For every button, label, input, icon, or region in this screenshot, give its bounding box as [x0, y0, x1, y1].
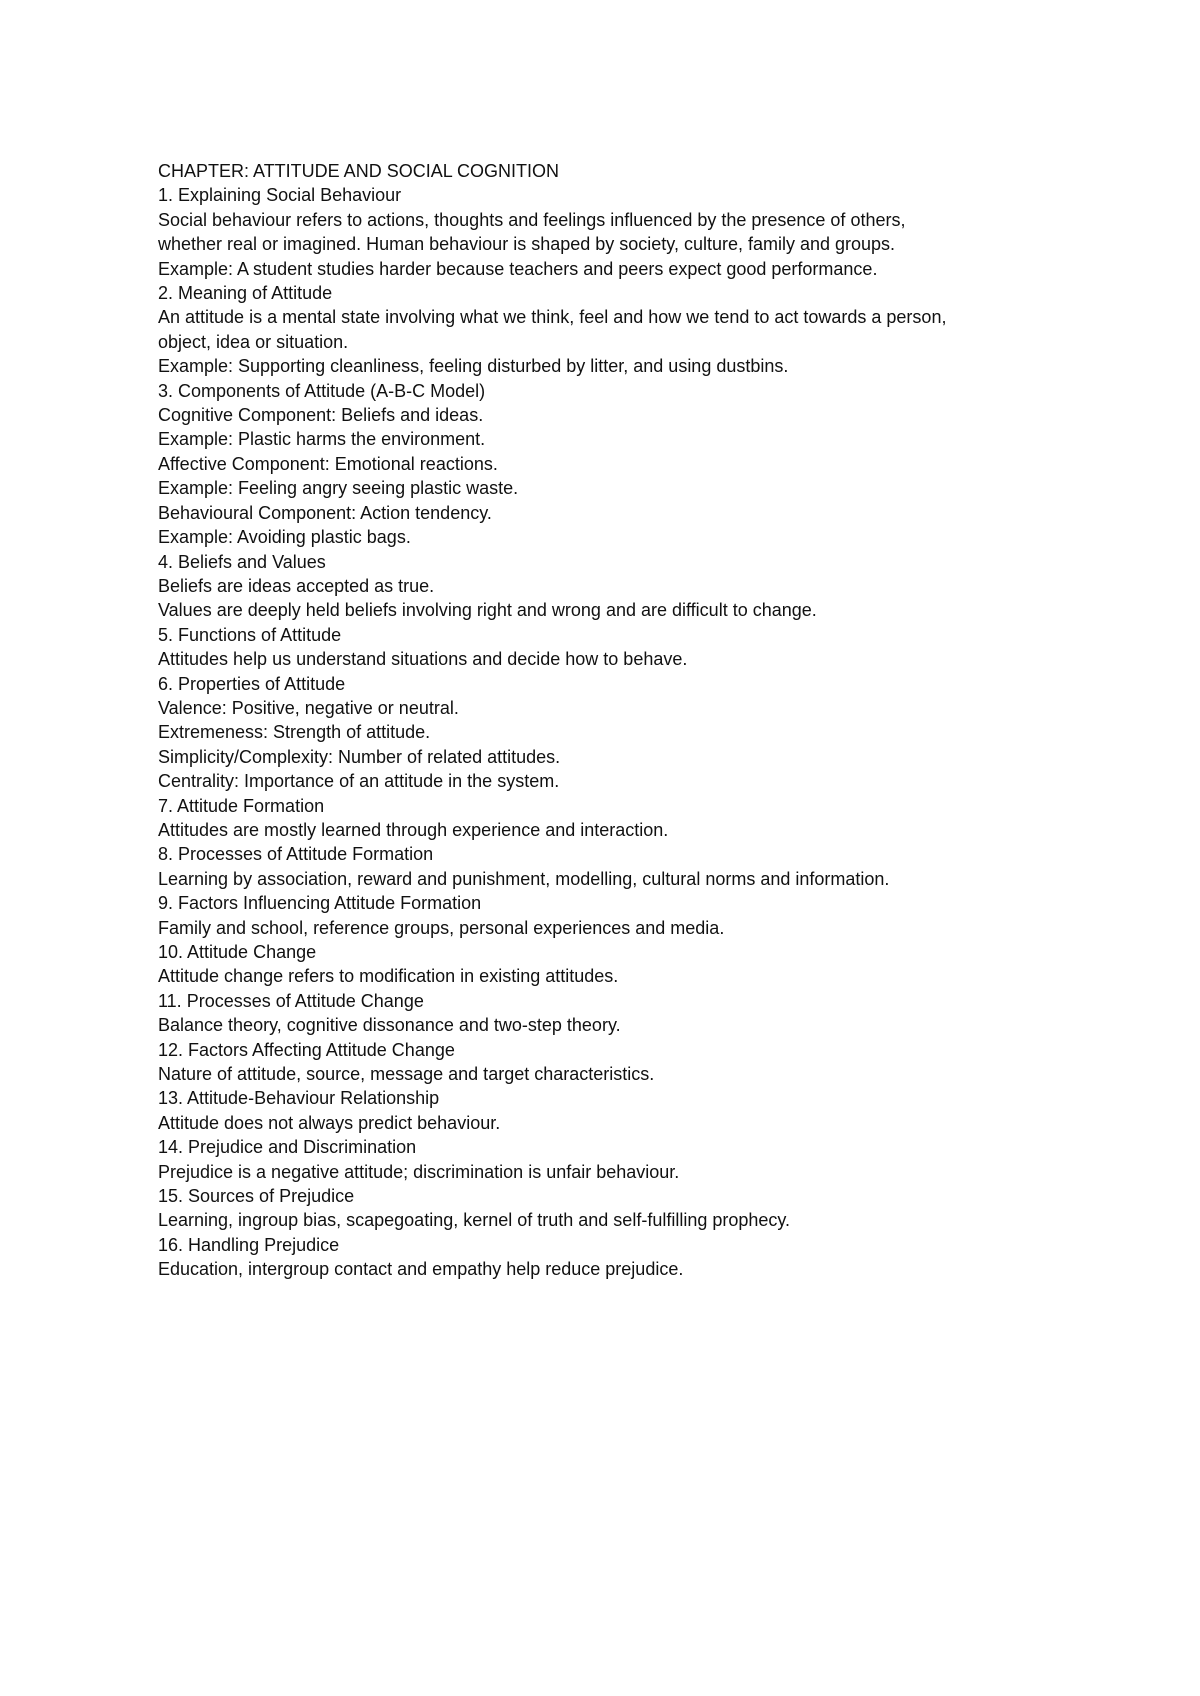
text-line: Learning, ingroup bias, scapegoating, kernel of truth and self-fulfilling prophecy.: [158, 1210, 791, 1231]
heading-meaning-of-attitude: 2. Meaning of Attitude: [158, 283, 333, 304]
example-line: Example: A student studies harder because teachers and peers expect good performance.: [158, 258, 878, 279]
text-line: Extremeness: Strength of attitude.: [158, 722, 431, 743]
text-line: Valence: Positive, negative or neutral.: [158, 697, 459, 718]
text-line: Balance theory, cognitive dissonance and two-step theory.: [158, 1015, 621, 1036]
text-line: Nature of attitude, source, message and target characteristics.: [158, 1064, 655, 1085]
text-line: whether real or imagined. Human behaviour is shaped by society, culture, family and groups.: [158, 234, 896, 255]
text-line: Social behaviour refers to actions, thoughts and feelings influenced by the presence of others,: [158, 209, 906, 230]
heading-processes-of-attitude-formation: 8. Processes of Attitude Formation: [158, 844, 434, 865]
text-line: object, idea or situation.: [158, 331, 349, 352]
heading-handling-prejudice: 16. Handling Prejudice: [158, 1234, 340, 1255]
document-body: [158, 159, 1118, 1282]
text-line: Centrality: Importance of an attitude in the system.: [158, 771, 560, 792]
text-line: Attitudes are mostly learned through experience and interaction.: [158, 819, 669, 840]
text-line: An attitude is a mental state involving what we think, feel and how we tend to act towards a person,: [158, 307, 947, 328]
text-line: Values are deeply held beliefs involving right and wrong and are difficult to change.: [158, 600, 817, 621]
text-line: Attitude does not always predict behaviour.: [158, 1112, 501, 1133]
heading-properties-of-attitude: 6. Properties of Attitude: [158, 673, 346, 694]
text-line: Affective Component: Emotional reactions.: [158, 453, 498, 474]
text-line: Behavioural Component: Action tendency.: [158, 502, 492, 523]
heading-functions-of-attitude: 5. Functions of Attitude: [158, 624, 342, 645]
heading-processes-of-attitude-change: 11. Processes of Attitude Change: [158, 990, 424, 1011]
heading-attitude-change: 10. Attitude Change: [158, 942, 317, 962]
heading-factors-affecting-attitude-change: 12. Factors Affecting Attitude Change: [158, 1039, 455, 1060]
example-line: Example: Avoiding plastic bags.: [158, 527, 411, 548]
text-line: Family and school, reference groups, personal experiences and media.: [158, 917, 725, 938]
text-line: Attitude change refers to modification in existing attitudes.: [158, 966, 619, 987]
heading-attitude-behaviour-relationship: 13. Attitude-Behaviour Relationship: [158, 1088, 440, 1109]
text-line: Cognitive Component: Beliefs and ideas.: [158, 405, 484, 426]
heading-factors-influencing-attitude-formation: 9. Factors Influencing Attitude Formation: [158, 893, 482, 914]
heading-explaining-social-behaviour: 1. Explaining Social Behaviour: [158, 185, 402, 206]
heading-sources-of-prejudice: 15. Sources of Prejudice: [158, 1186, 355, 1207]
heading-beliefs-and-values: 4. Beliefs and Values: [158, 551, 326, 572]
text-line: Beliefs are ideas accepted as true.: [158, 575, 435, 596]
heading-attitude-formation: 7. Attitude Formation: [158, 795, 325, 816]
heading-prejudice-and-discrimination: 14. Prejudice and Discrimination: [158, 1137, 417, 1158]
text-line: Simplicity/Complexity: Number of related attitudes.: [158, 746, 561, 767]
heading-components-of-attitude: 3. Components of Attitude (A-B-C Model): [158, 380, 486, 401]
example-line: Example: Feeling angry seeing plastic waste.: [158, 478, 519, 499]
example-line: Example: Plastic harms the environment.: [158, 429, 486, 450]
document-title: CHAPTER: ATTITUDE AND SOCIAL COGNITION: [158, 161, 560, 181]
text-line: Education, intergroup contact and empathy help reduce prejudice.: [158, 1259, 684, 1280]
text-line: Prejudice is a negative attitude; discrimination is unfair behaviour.: [158, 1161, 680, 1182]
text-line: Attitudes help us understand situations and decide how to behave.: [158, 649, 688, 670]
text-line: Learning by association, reward and punishment, modelling, cultural norms and information.: [158, 868, 890, 889]
example-line: Example: Supporting cleanliness, feeling disturbed by litter, and using dustbins.: [158, 356, 789, 377]
